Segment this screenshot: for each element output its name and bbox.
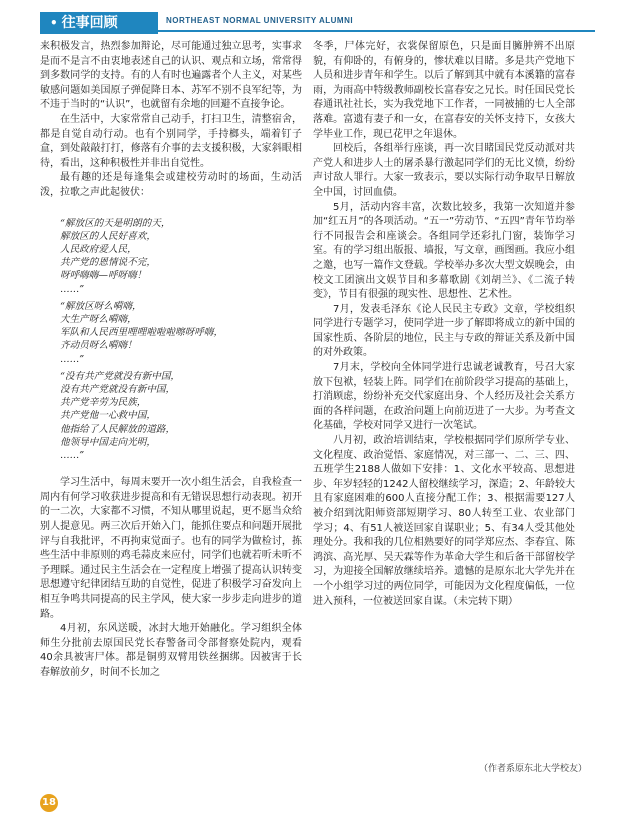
- lyric-line: 大生产呀么嗬嗨，: [60, 313, 137, 325]
- lyric-line: 人民政府爱人民，: [60, 243, 137, 255]
- lyric-line: 他领导中国走向光明，: [60, 436, 156, 448]
- lyric-line: 解放区的人民好喜欢，: [60, 230, 156, 242]
- lyric-line: 呀呼嗨嗨—呼呀嗨！: [60, 270, 147, 282]
- lyric-line: 共产党他一心救中国，: [60, 410, 156, 422]
- left-column: [40, 40, 302, 681]
- paragraph: 学习生活中，每周末要开一次小组生活会，自我检查一周内有何学习收获进步提高和有无错误思想行动表现。初开的一二次，大家都不习惯，不知从哪里说起，更不愿当众给别人提意见。两三次后开始入门，能抓住要点和问题开展批评与自我批评，不再拘束觉面子。也有的同学为做检讨，拣些生活中非原则的鸡毛蒜皮来应付，同学们也就若听未听不予理睬。通过民主生活会在一定程度上增强了提高认识转变思想遵守纪律团结互助的自觉性，促进了积极学习奋发向上相互争鸣共同提高的民主学风，使大家一步步走向进步的道路。: [40, 477, 302, 620]
- bullet-icon: •: [50, 16, 58, 30]
- lyric-line: “解放区呀么嗬嗨，: [60, 300, 142, 312]
- lyric-line: 齐动员呀么嗬嗨！: [60, 340, 137, 352]
- right-column: [313, 40, 575, 609]
- paragraph: 7月，发表毛泽东《论人民民主专政》文章，学校组织同学进行专题学习，使同学进一步了解即将成立的新中国的国家性质、各阶层的地位，民主与专政的辩证关系及新中国的对外政策。: [313, 303, 575, 359]
- paragraph: 在生活中，大家常常自己动手，打扫卫生，清整宿舍，都是自觉自动行动。也有个别同学，手持榔头，端着钉子盒，到处敲敲打打，修落有介事的去支援积极，大家斜眼相待，看出，这种积极性并非出自觉性。: [40, 113, 302, 169]
- lyric-line: ……”: [60, 449, 85, 461]
- paragraph: 八月初，政治培训结束，学校根据同学们原所学专业、文化程度、政治觉悟、家庭情况，对三部一、二、三、四、五班学生2188人做如下安排：1、文化水平较高、思想进步、年岁轻轻的1242人留校继续学习，深造；2、年龄较大且有家庭困难的600人直接分配工作；3、根据需要127人被介绍到沈阳师资部短期学习、80人转至工业、农业部门学习；4、有51人被送回家自谋职业；5、有34人受其他处理处分。我和我的几位相熟要好的同学郑应杰、李春宜、陈鸿滨、高光厚、吴天霖等作为革命大学生和后备干部留校学习，为迎接全国解放继续培养。遗憾的是原东北大学先并在一个小组学习过的两位同学，可能因为文化程度偏低，一位进入预科，一位被送回家自谋。（未完转下期）: [313, 435, 575, 607]
- section-title: 往事回顾: [61, 15, 118, 31]
- lyric-line: 军队和人民西里哩哩啦啦啦嚓呀呼嗨，: [60, 327, 224, 339]
- lyric-line: “没有共产党就没有新中国，: [60, 370, 181, 382]
- author-note: （作者系原东北大学校友）: [478, 764, 587, 774]
- paragraph: 7月末，学校向全体同学进行忠诚老诚教育，号召大家放下包袱，轻装上阵。同学们在前阶段学习提高的基础上，打消顾虑，纷纷补充交代家庭出身、个人经历及社会关系方面的各样问题，在政治问题上向前迈进了一大步。为考查文化基础，学校对同学又进行一次笔试。: [313, 362, 575, 432]
- header-rule: [158, 30, 595, 32]
- lyric-line: “解放区的天是明朗的天，: [60, 217, 171, 229]
- lyric-line: ……”: [60, 353, 85, 365]
- song-lyrics: [40, 217, 302, 463]
- paragraph: 来积极发言，热烈参加辩论，尽可能通过独立思考，实事求是而不是言不由衷地表述自己的认识、观点和立场，常常得到多数同学的支持。有的人有时也遍露者个人主义，对某些敏感问题如美国原子弹促降日本、苏军不别不良军纪等，为不违于当时的“认识”，也就留有余地的回避不直接争论。: [40, 41, 302, 111]
- page-header: [40, 12, 595, 36]
- lyric-line: 共产党辛劳为民族，: [60, 397, 147, 409]
- english-title: NORTHEAST NORMAL UNIVERSITY ALUMNI: [166, 16, 354, 25]
- lyric-line: 共产党的恩情说不完，: [60, 257, 156, 269]
- paragraph: 最有趣的还是每逢集会或建校劳动时的场面，生动活泼，拉歌之声此起彼伏：: [40, 172, 302, 198]
- page-number: 18: [40, 794, 58, 812]
- paragraph: 冬季，尸体完好，衣裳保留原色，只是面目臃肿辨不出原貌，有仰卧的，有俯身的，惨状难以目睹。多是共产党地下人员和进步青年和学生。以后了解到其中就有本溪籍的富春雨，为雨高中特级教师副校长富春安之兄长。时任国民党长春通讯社社长，实为我党地下工作者，一同被捕的七人全部落难。富遗有妻子和一女，在富春安的关怀支持下，女孩大学毕业工作，现已花甲之年退休。: [313, 41, 575, 140]
- lyric-line: 他指给了人民解放的道路，: [60, 423, 176, 435]
- paragraph: 4月初，东风送暖，冰封大地开始融化。学习组织全体师生分批前去原国民党长春警备司令部督察处院内，观看40余具被害尸体。都是铜剪双臂用铁丝捆绑。因被害于长春解放前夕，时间不长加之: [40, 623, 302, 678]
- section-tab: [40, 12, 158, 34]
- paragraph: 5月，活动内容丰富，次数比较多，我第一次知道并参加“红五月”的各项活动。“五一”劳动节、“五四”青年节均举行不同报告会和座谈会。各组同学还彩扎门窗，装饰学习室。有的学习组出版报、墙报，写文章，画图画。我应小组之邀，也写一篇作文登载。学校举办多次大型文娱晚会，由校文工团演出文娱节目和多幕歌剧《刘胡兰》、《二流子转变》，节目有很强的现实性、思想性、艺术性。: [313, 201, 575, 301]
- lyric-line: 没有共产党就没有新中国，: [60, 383, 176, 395]
- lyric-line: ……”: [60, 283, 85, 295]
- paragraph: 回校后，各组举行座谈，再一次目睹国民党反动派对共产党人和进步人士的屠杀暴行激起同学们的无比义愤，纷纷声讨敌人罪行。大家一致表示，要以实际行动争取早日解放全中国，讨回血债。: [313, 143, 575, 198]
